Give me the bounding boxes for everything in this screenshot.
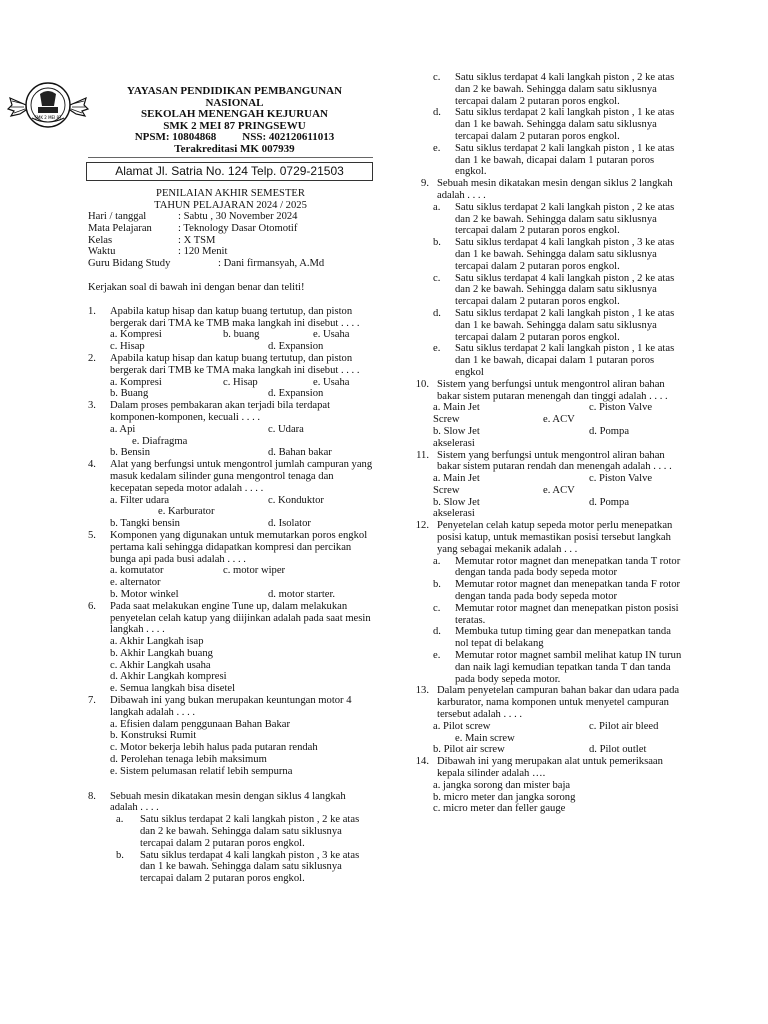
question-text: Dibawah ini yang bukan merupakan keuntungan motor 4 langkah adalah . . . .: [110, 695, 352, 718]
right-column: [403, 72, 683, 815]
option: c. Satu siklus terdapat 4 kali langkah piston , 2 ke atas dan 2 ke bawah. Sehingga dalam satu siklusnya tercapai dalam 2 putaran poros engkol.: [433, 72, 675, 107]
school-line-1: SEKOLAH MENENGAH KEJURUAN: [140, 108, 329, 120]
instruction: Kerjakan soal di bawah ini dengan benar dan teliti!: [88, 281, 305, 293]
foundation-line-1: YAYASAN PENDIDIKAN PEMBANGUNAN: [126, 85, 343, 97]
option: a. jangka sorong dan mister baja: [433, 779, 571, 791]
question-text: Komponen yang digunakan untuk memutarkan poros engkol pertama kali sehingga didapatkan kompresi dan percikan bunga api pada busi adalah . . . .: [110, 529, 368, 565]
question-text: Apabila katup hisap dan katup buang tertutup, dan piston bergerak dari TMB ke TMA maka langkah ini disebut . . . .: [110, 352, 360, 376]
question-text: Sistem yang berfungsi untuk mengontrol aliran bahan bakar sistem putaran rendah dan menengah adalah . . . .: [437, 449, 672, 473]
option: e. Satu siklus terdapat 2 kali langkah piston , 1 ke atas dan 1 ke bawah, dicapai dalam 1 putaran poros engkol.: [433, 142, 675, 178]
question-text: Dalam penyetelan campuran bahan bakar dan udara pada karburator, nama komponen untuk menyetel campuran tersebut adalah . . . .: [437, 685, 680, 721]
question-text: Sebuah mesin dikatakan mesin dengan siklus 2 langkah adalah . . . .: [437, 178, 673, 201]
option: c. Motor bekerja lebih halus pada putaran rendah: [110, 742, 318, 754]
option: c. Akhir Langkah usaha: [110, 659, 211, 671]
school-header: [96, 86, 373, 155]
question-4: 4. Alat yang berfungsi untuk mengontrol jumlah campuran yang masuk kedalam silinder guna mengontrol tenaga dan kecepatan sepeda motor adalah . . . . a. Filter udara c. Konduktor e. Karburator b. Tangki bensin d. Isolator: [88, 459, 373, 530]
foundation-line-2: NASIONAL: [205, 96, 264, 109]
option: e. Sistem pelumasan relatif lebih sempurna: [110, 765, 293, 777]
info-row: Kelas : X TSM: [88, 234, 216, 246]
info-row-teacher: Guru Bidang Study : Dani firmansyah, A.Md: [88, 258, 325, 270]
question-11: 11. Sistem yang berfungsi untuk mengontrol aliran bahan bakar sistem putaran rendah dan menengah adalah . . . . a. Main Jet c. Piston Valve Screw e. ACV b. Slow Jet d. Pompa akselerasi: [403, 450, 683, 521]
question-1: 1. Apabila katup hisap dan katup buang tertutup, dan piston bergerak dari TMA ke TMB maka langkah ini disebut . . . . a. Kompresi b. buang e. Usaha c. Hisap d. Expansion: [88, 306, 373, 353]
option: b. micro meter dan jangka sorong: [433, 791, 576, 803]
school-line-2: SMK 2 MEI 87 PRINGSEWU: [163, 119, 306, 132]
exam-title-line-2: TAHUN PELAJARAN 2024 / 2025: [154, 199, 307, 211]
question-12: 12. Penyetelan celah katup sepeda motor perlu menepatkan posisi katup, untuk memastikan posisi tersebut langkah yang sebagai mekanik adalah . . . a. Memutar rotor magnet dan menepatkan tanda T rotor dengan tanda pada body sepeda motor b. Memutar rotor magnet dan menepatkan tanda F rotor dengan tanda pada body sepeda motor c. Memutar rotor magnet dan menepatkan piston posisi teratas. d. Membuka tutup timing gear dan menepatkan tanda nol tepat di belakang e. Memutar rotor magnet sambil melihat katup IN turun dan naik lagi kemudian tepatkan tanda T dan tanda pada body sepeda motor.: [415, 520, 682, 685]
exam-info: [88, 211, 373, 270]
info-row: Hari / tanggal : Sabtu , 30 November 2024: [88, 211, 298, 222]
question-5: 5. Komponen yang digunakan untuk memutarkan poros engkol pertama kali sehingga didapatkan kompresi dan percikan bunga api pada busi adalah . . . . a. komutator c. motor wiper e. alternator b. Motor winkel d. motor starter.: [88, 530, 373, 601]
question-13: 13. Dalam penyetelan campuran bahan bakar dan udara pada karburator, nama komponen untuk menyetel campuran tersebut adalah . . . . a. Pilot screw c. Pilot air bleed e. Main screw b. Pilot air screw d. Pilot outlet: [403, 685, 683, 756]
exam-title: [88, 188, 373, 211]
question-text: Sistem yang berfungsi untuk mengontrol aliran bahan bakar sistem putaran menengah dan tinggi adalah . . . .: [437, 378, 668, 402]
info-row: Waktu : 120 Menit: [88, 246, 228, 258]
question-text: Penyetelan celah katup sepeda motor perlu menepatkan posisi katup, untuk memastikan posisi tersebut langkah yang sebagai mekanik adalah . . .: [437, 520, 673, 555]
question-text: Dalam proses pembakaran akan terjadi bila terdapat komponen-komponen, kecuali . . . .: [110, 400, 331, 423]
school-logo-icon: [6, 76, 90, 134]
question-2: 2. Apabila katup hisap dan katup buang tertutup, dan piston bergerak dari TMB ke TMA maka langkah ini disebut . . . . a. Kompresi c. Hisap e. Usaha b. Buang d. Expansion: [88, 353, 373, 400]
option: c. Satu siklus terdapat 4 kali langkah piston , 2 ke atas dan 2 ke bawah. Sehingga dalam satu siklusnya tercapai dalam 2 putaran poros engkol.: [433, 272, 675, 308]
option: a. Efisien dalam penggunaan Bahan Bakar: [110, 718, 291, 730]
exam-title-line-1: PENILAIAN AKHIR SEMESTER: [156, 188, 305, 199]
option: b. Konstruksi Rumit: [110, 730, 197, 742]
option: a. Satu siklus terdapat 2 kali langkah piston , 2 ke atas dan 2 ke bawah. Sehingga dalam satu siklusnya tercapai dalam 2 putaran poros engkol.: [433, 201, 675, 237]
question-8: 8. Sebuah mesin dikatakan mesin dengan siklus 4 langkah adalah . . . . a. Satu siklus terdapat 2 kali langkah piston , 2 ke atas dan 2 ke bawah. Sehingga dalam satu siklusnya tercapai dalam 2 putaran poros engkol. b. Satu siklus terdapat 4 kali langkah piston , 3 ke atas dan 1 ke bawah. Sehingga dalam satu siklusnya tercapai dalam 2 putaran poros engkol.: [88, 791, 373, 885]
npsm-nss-line: [96, 132, 373, 144]
question-7: 7. Dibawah ini yang bukan merupakan keuntungan motor 4 langkah adalah . . . . a. Efisien dalam penggunaan Bahan Bakar b. Konstruksi Rumit c. Motor bekerja lebih halus pada putaran rendah d. Perolehan tenaga lebih maksimum e. Sistem pelumasan relatif lebih sempurna: [88, 695, 373, 778]
info-row: Mata Pelajaran : Teknology Dasar Otomotif: [88, 222, 298, 234]
option: c. micro meter dan feller gauge: [433, 803, 566, 815]
question-6: 6. Pada saat melakukan engine Tune up, dalam melakukan penyetelan celah katup yang diijinkan adalah pada saat mesin langkah . . . . a. Akhir Langkah isap b. Akhir Langkah buang c. Akhir Langkah usaha d. Akhir Langkah kompresi e. Semua langkah bisa disetel: [88, 601, 373, 695]
option: a. Memutar rotor magnet dan menepatkan tanda T rotor dengan tanda pada body sepeda motor: [433, 555, 681, 579]
left-column: [88, 78, 373, 885]
question-text: Dibawah ini yang merupakan alat untuk pemeriksaan kepala silinder adalah ….: [437, 756, 663, 780]
option: b. Satu siklus terdapat 4 kali langkah piston , 3 ke atas dan 1 ke bawah. Sehingga dalam satu siklusnya tercapai dalam 2 putaran poros engkol.: [116, 849, 360, 885]
option: b. Memutar rotor magnet dan menepatkan tanda F rotor dengan tanda pada body sepeda motor: [433, 579, 681, 603]
option: e. Satu siklus terdapat 2 kali langkah piston , 1 ke atas dan 1 ke bawah, dicapai dalam 1 putaran poros engkol: [433, 343, 675, 378]
question-3: 3. Dalam proses pembakaran akan terjadi bila terdapat komponen-komponen, kecuali . . . . a. Api c. Udara e. Diafragma b. Bensin d. Bahan bakar: [88, 400, 373, 459]
option: a. Satu siklus terdapat 2 kali langkah piston , 2 ke atas dan 2 ke bawah. Sehingga dalam satu siklusnya tercapai dalam 2 putaran poros engkol.: [116, 814, 360, 849]
question-text: Pada saat melakukan engine Tune up, dalam melakukan penyetelan celah katup yang diijinkan adalah pada saat mesin langkah . . . .: [110, 600, 371, 636]
question-14: 14. Dibawah ini yang merupakan alat untuk pemeriksaan kepala silinder adalah …. a. jangka sorong dan mister baja b. micro meter dan jangka sorong c. micro meter dan feller gauge: [403, 756, 683, 815]
question-text: Alat yang berfungsi untuk mengontrol jumlah campuran yang masuk kedalam silinder guna mengontrol tenaga dan kecepatan sepeda motor adalah . . . .: [110, 459, 373, 494]
option: e. Memutar rotor magnet sambil melihat katup IN turun dan naik lagi kemudian tepatkan tanda T dan tanda pada body sepeda motor.: [433, 650, 682, 685]
nss: NSS: 402120611013: [242, 131, 335, 143]
option: b. Akhir Langkah buang: [110, 647, 213, 659]
option: d. Perolehan tenaga lebih maksimum: [110, 754, 267, 766]
option: d. Satu siklus terdapat 2 kali langkah piston , 1 ke atas dan 1 ke bawah. Sehingga dalam satu siklusnya tercapai dalam 2 putaran poros engkol.: [433, 107, 675, 142]
question-10: 10. Sistem yang berfungsi untuk mengontrol aliran bahan bakar sistem putaran menengah dan tinggi adalah . . . . a. Main Jet c. Piston Valve Screw e. ACV b. Slow Jet d. Pompa akselerasi: [403, 379, 683, 450]
option: a. Akhir Langkah isap: [110, 636, 204, 648]
question-9: 9. Sebuah mesin dikatakan mesin dengan siklus 2 langkah adalah . . . . a. Satu siklus terdapat 2 kali langkah piston , 2 ke atas dan 2 ke bawah. Sehingga dalam satu siklusnya tercapai dalam 2 putaran poros engkol. b. Satu siklus terdapat 4 kali langkah piston , 3 ke atas dan 1 ke bawah. Sehingga dalam satu siklusnya tercapai dalam 2 putaran poros engkol. c. Satu siklus terdapat 4 kali langkah piston , 2 ke atas dan 2 ke bawah. Sehingga dalam satu siklusnya tercapai dalam 2 putaran poros engkol. d. Satu siklus terdapat 2 kali langkah piston , 1 ke atas dan 1 ke bawah. Sehingga dalam satu siklusnya tercapai dalam 2 putaran poros engkol. e. Satu siklus terdapat 2 kali langkah piston , 1 ke atas dan 1 ke bawah, dicapai dalam 1 putaran poros engkol: [403, 178, 683, 379]
header-divider: [88, 157, 373, 159]
question-text: Apabila katup hisap dan katup buang tertutup, dan piston bergerak dari TMA ke TMB maka langkah ini disebut . . . .: [110, 305, 360, 329]
option: d. Membuka tutup timing gear dan menepatkan tanda nol tepat di belakang: [433, 626, 671, 650]
accreditation: Terakreditasi MK 007939: [174, 142, 295, 155]
option: e. Semua langkah bisa disetel: [110, 683, 236, 695]
question-text: Sebuah mesin dikatakan mesin dengan siklus 4 langkah adalah . . . .: [110, 790, 346, 814]
npsm: NPSM: 10804868: [134, 131, 217, 143]
option: d. Satu siklus terdapat 2 kali langkah piston , 1 ke atas dan 1 ke bawah. Sehingga dalam satu siklusnya tercapai dalam 2 putaran poros engkol.: [433, 307, 675, 343]
option: d. Akhir Langkah kompresi: [110, 671, 227, 683]
svg-text:SMK 2 MEI 87: SMK 2 MEI 87: [34, 115, 62, 120]
option: b. Satu siklus terdapat 4 kali langkah piston , 3 ke atas dan 1 ke bawah. Sehingga dalam satu siklusnya tercapai dalam 2 putaran poros engkol.: [433, 237, 675, 272]
address-box: Alamat Jl. Satria No. 124 Telp. 0729-21503: [86, 162, 373, 181]
option: c. Memutar rotor magnet dan menepatkan piston posisi teratas.: [433, 602, 679, 626]
